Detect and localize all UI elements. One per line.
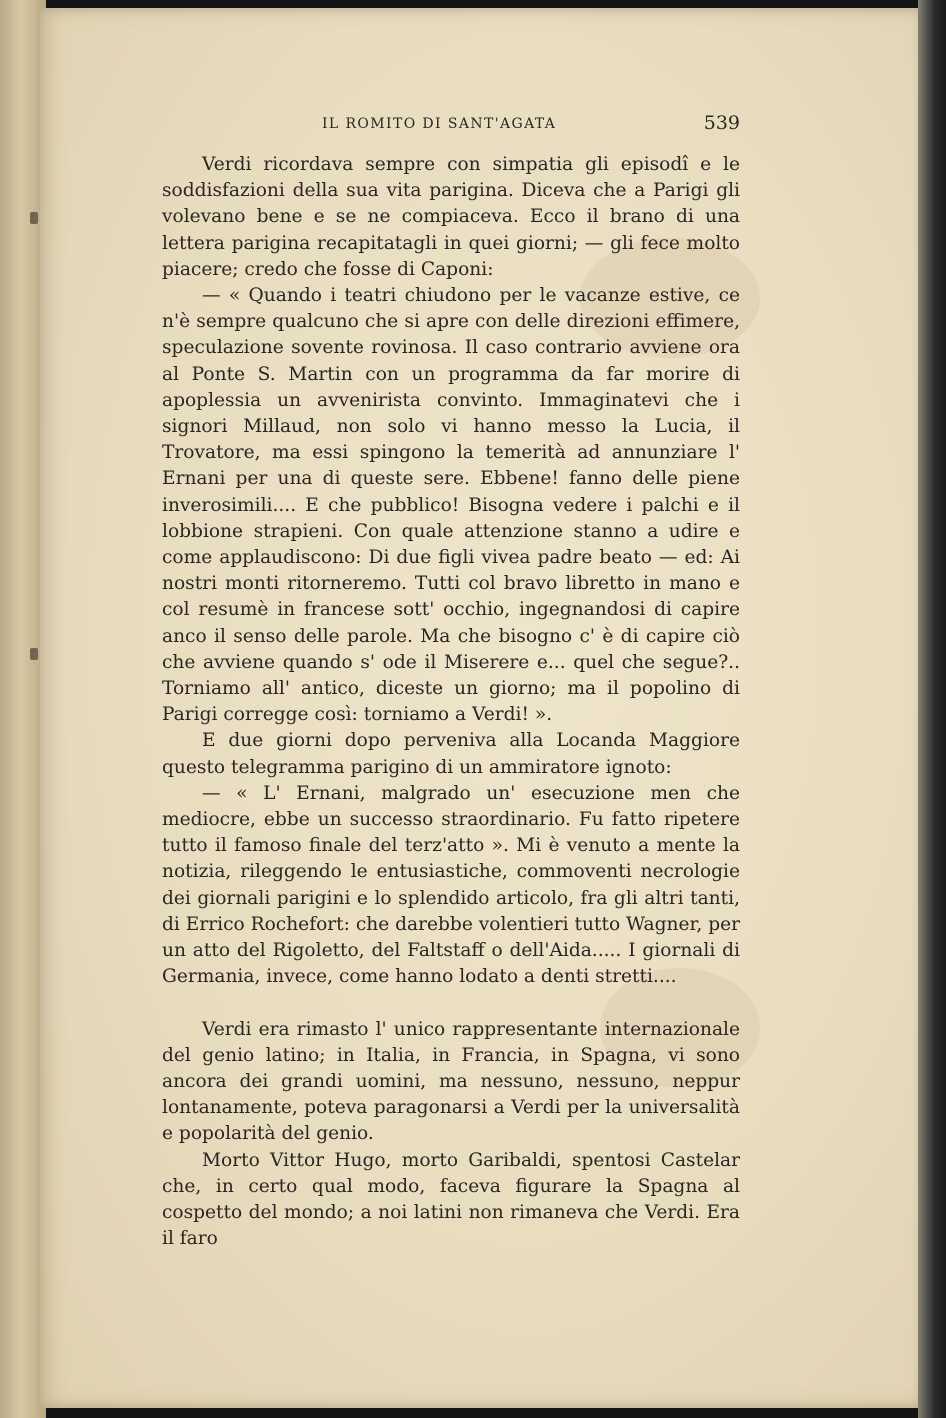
paragraph: E due giorni dopo perveniva alla Locanda Maggiore questo telegramma parigino di un ammiratore ignoto: bbox=[162, 730, 740, 778]
running-header bbox=[162, 110, 740, 140]
page-number: 539 bbox=[703, 112, 740, 134]
body-text bbox=[162, 152, 740, 1252]
paragraph: — « Quando i teatri chiudono per le vacanze estive, ce n'è sempre qualcuno che si apre con delle direzioni effimere, speculazione sovente rovinosa. Il caso contrario avviene ora al Ponte S. Martin con un programma da far morire di apoplessia un avvenirista convinto. Immaginatevi che i signori Millaud, non solo vi hanno messo la Lucia, il Trovatore, ma essi spingono la temerità ad annunziare l' Ernani per una di queste sere. Ebbene! fanno delle piene inverosimili.... E che pubblico! Bisogna vedere i palchi e il lobbione strapieni. Con quale attenzione stanno a udire e come applaudiscono: Di due figli vivea padre beato — ed: Ai nostri monti ritorneremo. Tutti col bravo libretto in mano e col resumè in francese sott' occhio, ingegnandosi di capire anco il senso delle parole. Ma che bisogno c' è di capire ciò che avviene quando s' ode il Miserere e... quel che segue?.. Torniamo all' antico, diceste un giorno; ma il popolino di Parigi corregge così: torniamo a Verdi! ». bbox=[162, 285, 740, 726]
paragraph: — « L' Ernani, malgrado un' esecuzione men che mediocre, ebbe un successo straordinario. Fu fatto ripetere tutto il famoso finale del terz'atto ». Mi è venuto a mente la notizia, rileggendo le entusiastiche, commoventi necrologie dei giornali parigini e lo splendido articolo, fra gli altri tanti, di Errico Rochefort: che darebbe volentieri tutto Wagner, per un atto del Rigoletto, del Faltstaff o dell'Aida..... I giornali di Germania, invece, come hanno lodato a denti stretti.... bbox=[162, 782, 740, 988]
paragraph: Morto Vittor Hugo, morto Garibaldi, spentosi Castelar che, in certo qual modo, faceva figurare la Spagna al cospetto del mondo; a noi latini non rimaneva che Verdi. Era il faro bbox=[162, 1149, 740, 1250]
header-title: IL ROMITO DI SANT'AGATA bbox=[322, 116, 557, 132]
binding-thread-mark bbox=[30, 648, 38, 660]
binding-thread-mark bbox=[30, 212, 38, 224]
paragraph: Verdi era rimasto l' unico rappresentante internazionale del genio latino; in Italia, in Francia, in Spagna, vi sono ancora dei grandi uomini, ma nessuno, nessuno, neppur lontanamente, poteva paragonarsi a Verdi per la universalità e popolarità del genio. bbox=[162, 1018, 740, 1145]
page-edge-shadow bbox=[918, 0, 946, 1418]
paragraph: Verdi ricordava sempre con simpatia gli episodî e le soddisfazioni della sua vita parigina. Diceva che a Parigi gli volevano bene e se ne compiaceva. Ecco il brano di una lettera parigina recapitatagli in quei giorni; — gli fece molto piacere; credo che fosse di Caponi: bbox=[162, 154, 740, 280]
